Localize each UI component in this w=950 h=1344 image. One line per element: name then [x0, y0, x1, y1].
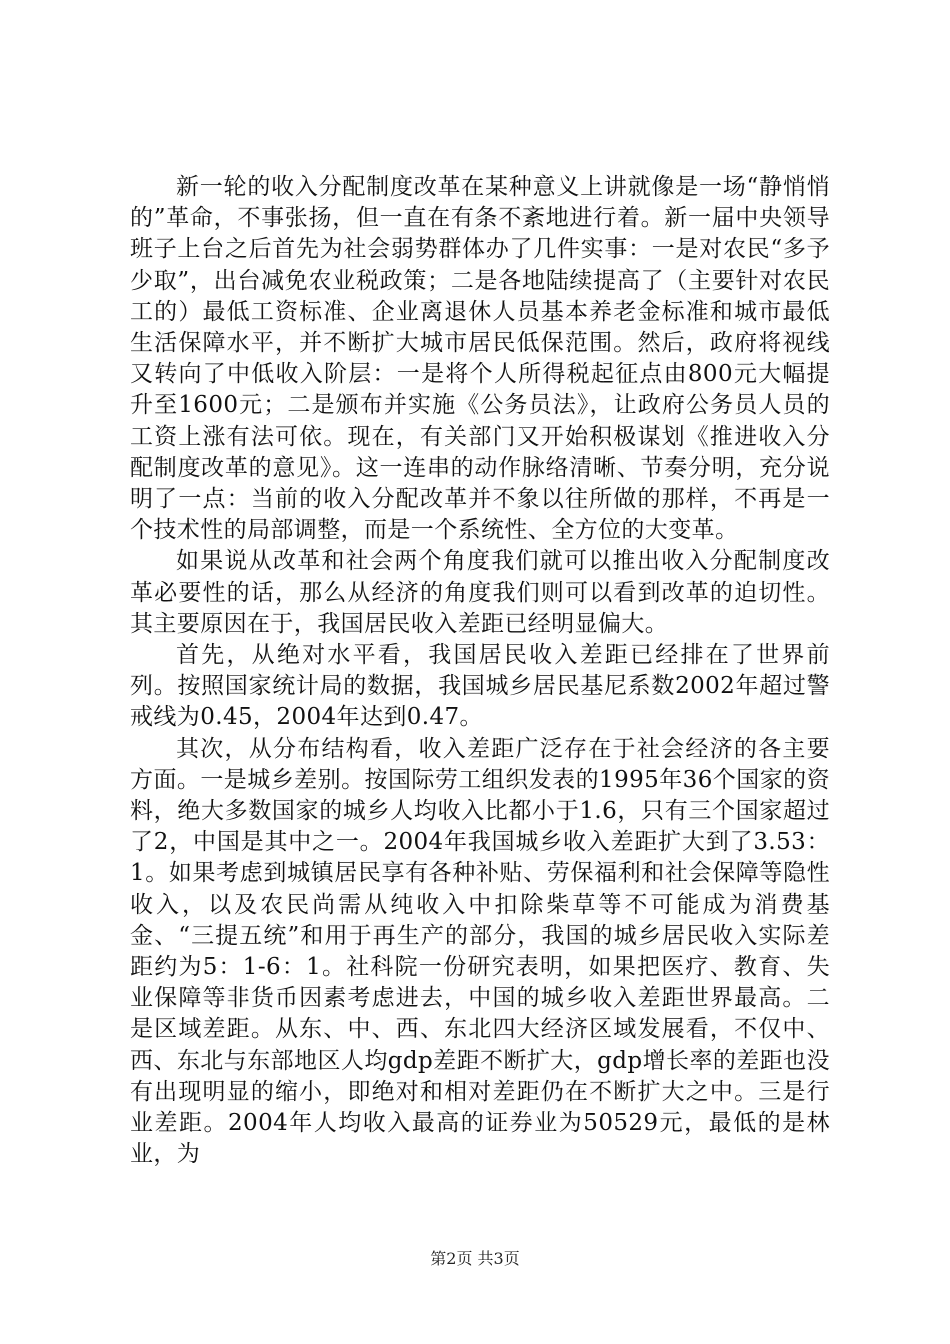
page-footer: 第2页 共3页 — [430, 1249, 520, 1268]
paragraph-1: 新一轮的收入分配制度改革在某种意义上讲就像是一场“静悄悄的”革命，不事张扬，但一直在有条不紊地进行着。新一届中央领导班子上台之后首先为社会弱势群体办了几件实事：一是对农民“多予少取”，出台减免农业税政策；二是各地陆续提高了（主要针对农民工的）最低工资标准、企业离退休人员基本养老金标准和城市最低生活保障水平，并不断扩大城市居民低保范围。然后，政府将视线又转向了中低收入阶层：一是将个人所得税起征点由800元大幅提升至1600元；二是颁布并实施《公务员法》，让政府公务员人员的工资上涨有法可依。现在，有关部门又开始积极谋划《推进收入分配制度改革的意见》。这一连串的动作脉络清晰、节奏分明，充分说明了一点：当前的收入分配改革并不象以往所做的那样，不再是一个技术性的局部调整，而是一个系统性、全方位的大变革。 — [130, 174, 830, 544]
body-text — [130, 172, 830, 1171]
paragraph-4: 其次，从分布结构看，收入差距广泛存在于社会经济的各主要方面。一是城乡差别。按国际劳工组织发表的1995年36个国家的资料，绝大多数国家的城乡人均收入比都小于1.6，只有三个国家超过了2，中国是其中之一。2004年我国城乡收入差距扩大到了3.53：1。如果考虑到城镇居民享有各种补贴、劳保福利和社会保障等隐性收入，以及农民尚需从纯收入中扣除柴草等不可能成为消费基金、“三提五统”和用于再生产的部分，我国的城乡居民收入实际差距约为5：1-6：1。社科院一份研究表明，如果把医疗、教育、失业保障等非货币因素考虑进去，中国的城乡收入差距世界最高。二是区域差距。从东、中、西、东北四大经济区域发展看，不仅中、西、东北与东部地区人均gdp差距不断扩大，gdp增长率的差距也没有出现明显的缩小，即绝对和相对差距仍在不断扩大之中。三是行业差距。2004年人均收入最高的证券业为50529元，最低的是林业，为 — [130, 735, 830, 1168]
paragraph-2: 如果说从改革和社会两个角度我们就可以推出收入分配制度改革必要性的话，那么从经济的角度我们则可以看到改革的迫切性。其主要原因在于，我国居民收入差距已经明显偏大。 — [130, 548, 830, 637]
paragraph-3: 首先，从绝对水平看，我国居民收入差距已经排在了世界前列。按照国家统计局的数据，我国城乡居民基尼系数2002年超过警戒线为0.45，2004年达到0.47。 — [130, 642, 830, 731]
